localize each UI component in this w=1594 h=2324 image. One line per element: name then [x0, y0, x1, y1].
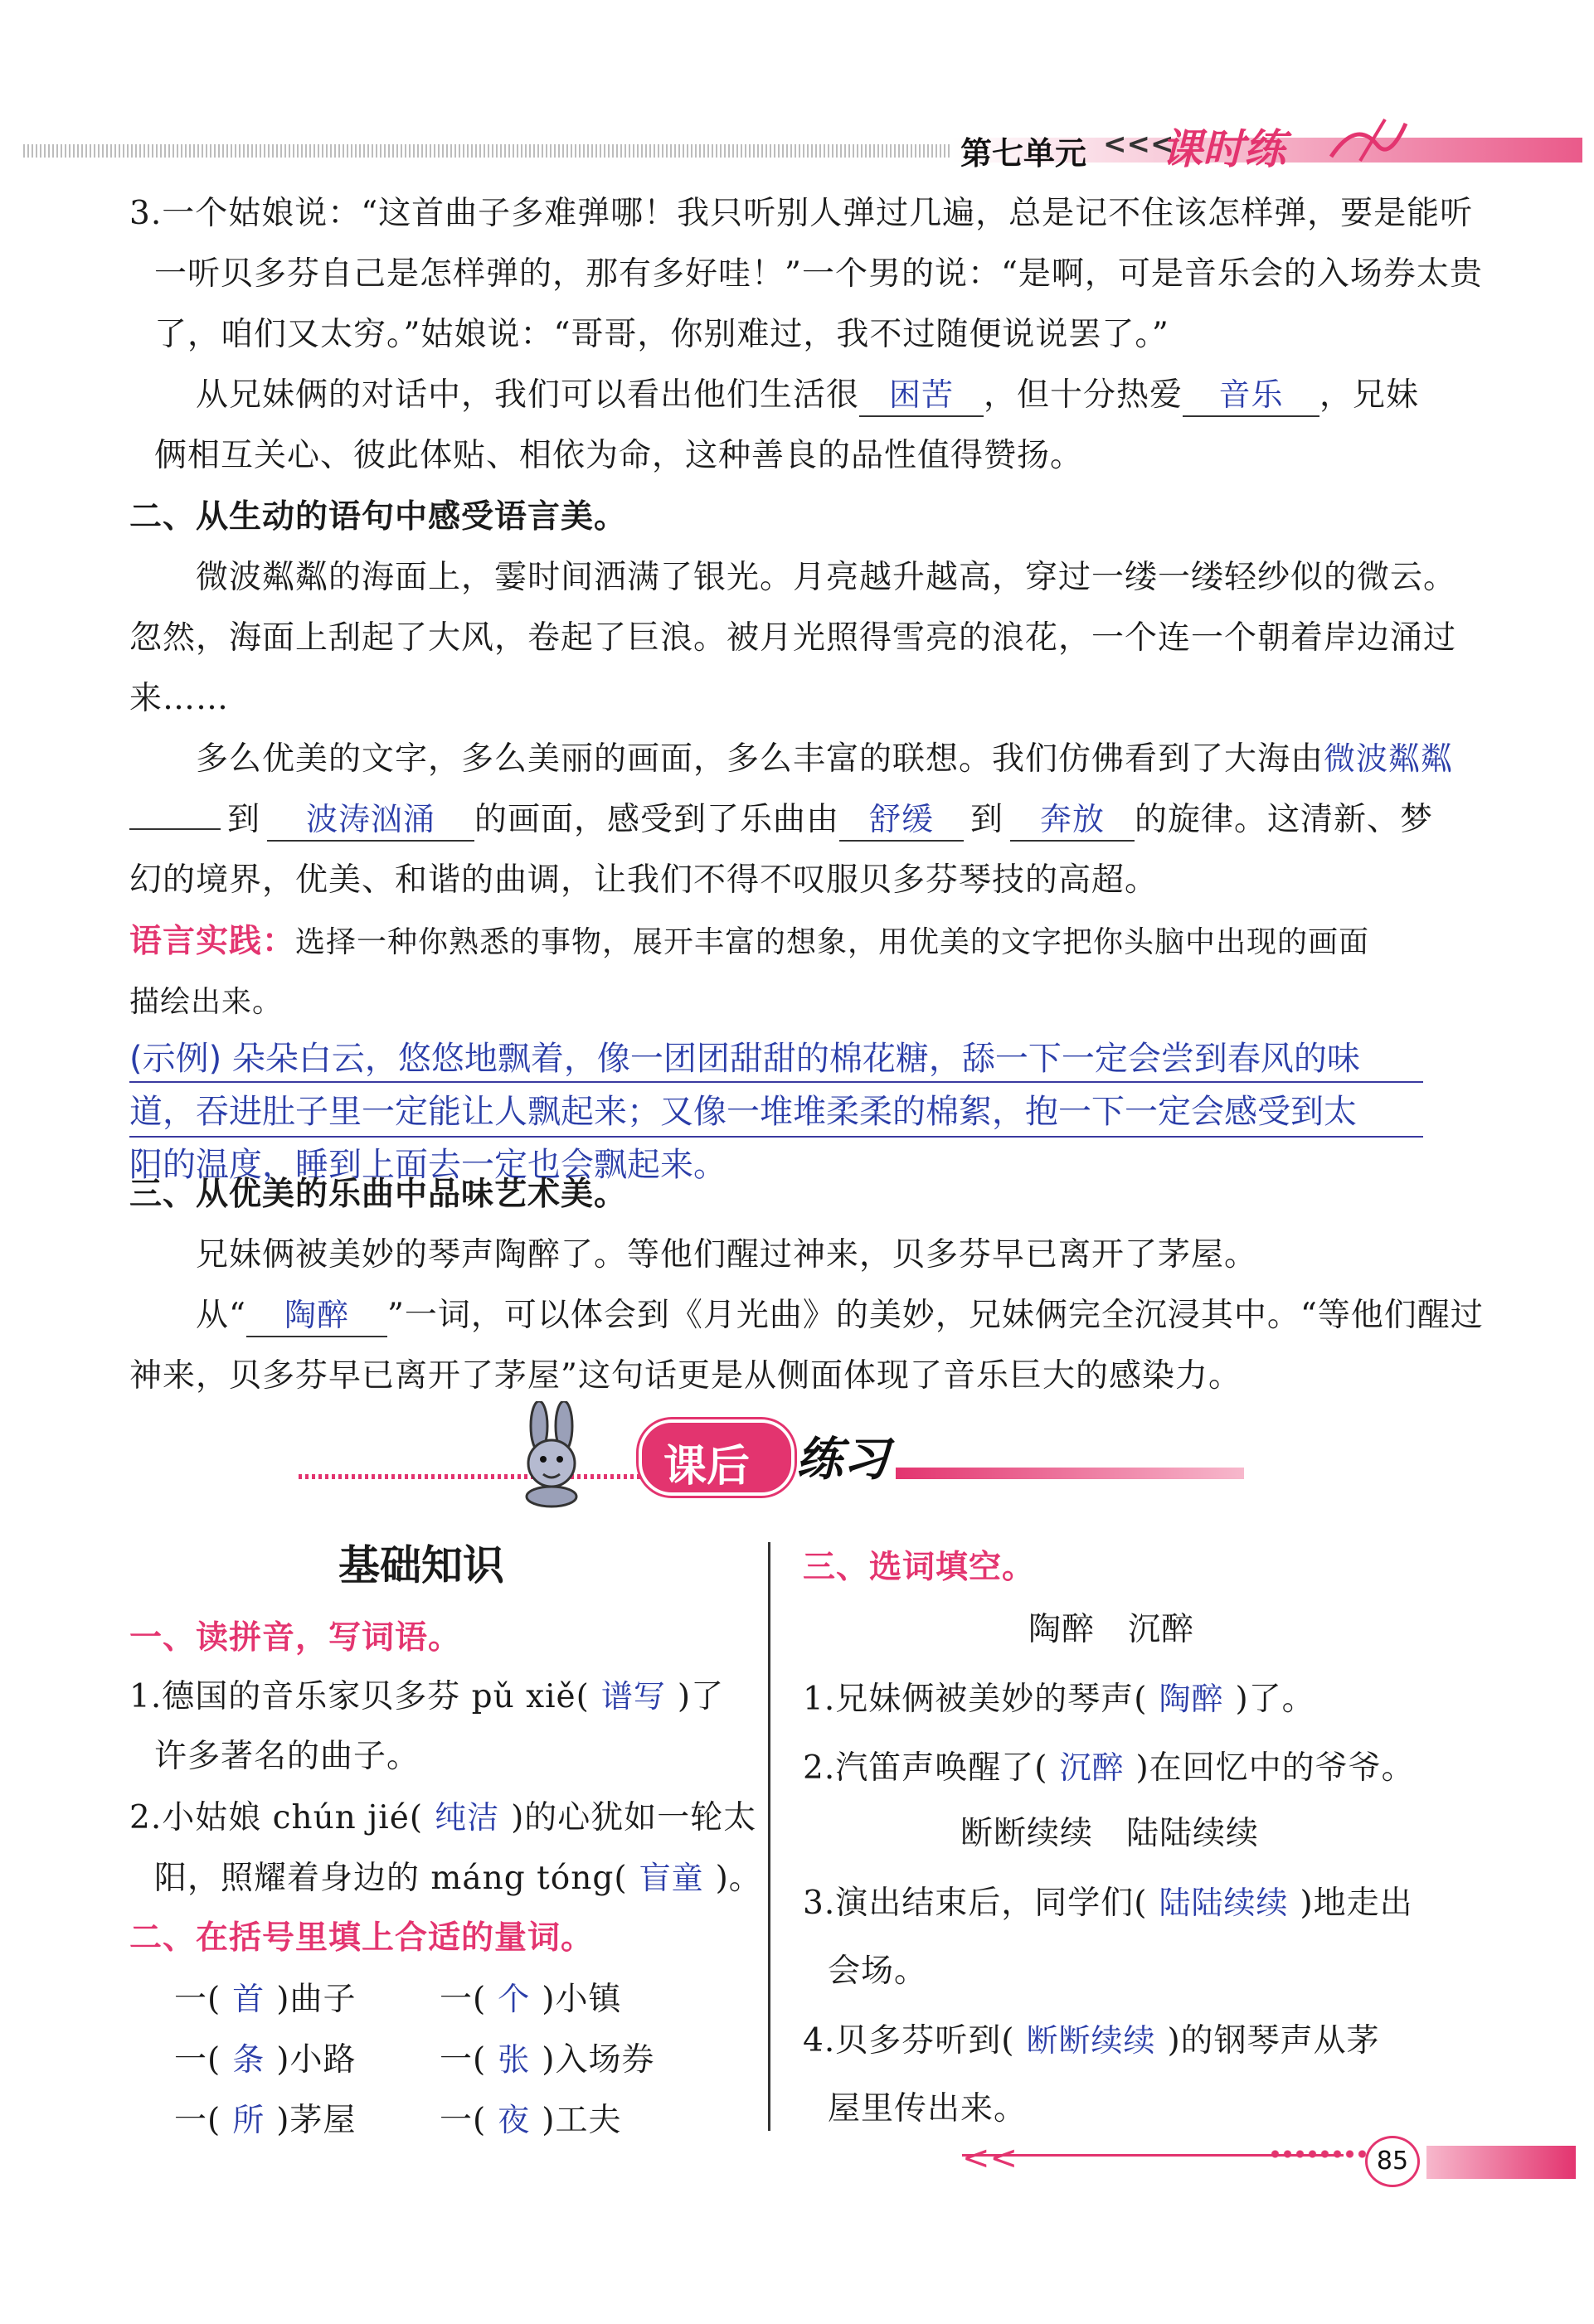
right-q4-a: 4.贝多芬听到(	[803, 2022, 1015, 2060]
practice-answer-3: 阳的温度，睡到上面去一定也会飘起来。	[129, 1146, 727, 1184]
left-s1-title: 一、读拼音，写词语。	[129, 1619, 462, 1657]
sec3-fill-b: ”一词，可以体会到《月光曲》的美妙，兄妹俩完全沉浸其中。“等他们醒过	[386, 1297, 1484, 1334]
right-q1-a: 1.兄妹俩被美妙的琴声(	[803, 1681, 1148, 1718]
measure-pre: 一(	[174, 2102, 221, 2139]
sec2-title: 二、从生动的语句中感受语言美。	[129, 498, 628, 536]
sec3-line-3: 神来，贝多芬早已离开了茅屋”这句话更是从侧面体现了音乐巨大的感染力。	[129, 1357, 1242, 1395]
measure-answer: 所	[232, 2102, 265, 2138]
measure-item	[174, 2030, 356, 2090]
page-number-badge	[1365, 2136, 1420, 2187]
answer-luluxuxu: 陆陆续续	[1159, 1885, 1289, 1921]
left-q1-line-1	[129, 1667, 724, 1727]
left-q1-a: 1.德国的音乐家贝多芬 pǔ xiě(	[129, 1678, 590, 1715]
sec2-passage-1: 微波粼粼的海面上，霎时间洒满了银光。月亮越升越高，穿过一缕一缕轻纱似的微云。	[196, 559, 1457, 596]
answer-taozui: 陶醉	[246, 1294, 387, 1337]
right-s3-title: 三、选词填空。	[803, 1549, 1036, 1586]
page-number: 85	[1376, 2147, 1409, 2176]
footer-band	[1426, 2146, 1576, 2179]
right-q4	[803, 2011, 1380, 2071]
sec3-line-1: 兄妹俩被美妙的琴声陶醉了。等他们醒过神来，贝多芬早已离开了茅屋。	[196, 1236, 1258, 1274]
practice-text-1: 选择一种你熟悉的事物，展开丰富的想象，用优美的文字把你头脑中出现的画面	[295, 925, 1370, 959]
sec2-fill-a: 多么优美的文字，多么美丽的画面，多么丰富的联想。我们仿佛看到了大海由	[196, 740, 1324, 778]
practice-label: 语言实践：	[129, 923, 296, 960]
right-q1-b: )了。	[1235, 1681, 1315, 1718]
answer-duanduanxuxu: 断断续续	[1026, 2022, 1156, 2059]
sec3-fill-line	[196, 1286, 1484, 1346]
q3-line-2: 一听贝多芬自己是怎样弹的，那有多好哇！”一个男的说：“是啊，可是音乐会的入场券太贵	[154, 255, 1483, 293]
practice-answer-2: 道，吞进肚子里一定能让人飘起来；又像一堆堆柔柔的棉絮，抱一下一定会感受到太	[129, 1093, 1357, 1131]
measure-answer: 条	[232, 2041, 265, 2078]
q3-fill-b: ，但十分热爱	[984, 376, 1183, 414]
right-q3-line-2: 会场。	[828, 1953, 928, 1990]
answer-weibolinlin: 微波粼粼	[1324, 740, 1454, 777]
measure-post: )工夫	[542, 2102, 622, 2139]
practice-line-2: 描绘出来。	[129, 985, 284, 1019]
measure-post: )入场券	[542, 2041, 655, 2079]
right-words-1: 陶醉 沉醉	[1028, 1611, 1195, 1648]
right-q2-a: 2.汽笛声唤醒了(	[803, 1749, 1048, 1787]
sec2-to-2: 到	[970, 801, 1004, 838]
left-s2-title: 二、在括号里填上合适的量词。	[129, 1919, 595, 1957]
measure-answer: 首	[232, 1981, 265, 2017]
measure-item	[440, 2090, 621, 2151]
right-q3-a: 3.演出结束后，同学们(	[803, 1885, 1148, 1922]
left-q1-line-2: 许多著名的曲子。	[154, 1738, 420, 1775]
measure-pre: 一(	[440, 1981, 487, 2018]
right-q3-b: )地走出	[1300, 1885, 1413, 1922]
right-q4-line-2: 屋里传出来。	[828, 2090, 1028, 2128]
rabbit-mascot-icon	[498, 1401, 605, 1509]
measure-answer: 夜	[498, 2102, 531, 2138]
measure-item	[174, 2090, 356, 2151]
q3-fill-line-2: 俩相互关心、彼此体贴、相依为命，这种善良的品性值得赞扬。	[154, 437, 1084, 474]
banner-title: 练习	[796, 1433, 889, 1487]
brand-title: 课时练	[1161, 125, 1285, 173]
sec3-fill-a: 从“	[196, 1297, 246, 1334]
right-q4-b: )的钢琴声从茅	[1167, 2022, 1380, 2060]
left-q2-line-1	[129, 1788, 756, 1848]
brand-swirl-icon	[1327, 111, 1410, 169]
left-q2-c: 阳，照耀着身边的 máng tóng(	[154, 1860, 628, 1897]
banner-tag-text: 课后	[663, 1442, 751, 1492]
left-q2-a: 2.小姑娘 chún jié(	[129, 1799, 424, 1836]
measure-post: )小镇	[542, 1981, 622, 2018]
answer-kunku: 困苦	[859, 374, 984, 417]
answer-benfang: 奔放	[1010, 798, 1135, 842]
measure-item	[174, 1969, 356, 2030]
left-q1-b: )了	[677, 1678, 725, 1715]
right-q2	[803, 1738, 1415, 1798]
q3-line-3: 了，咱们又太穷。”姑娘说：“哥哥，你别难过，我不过随便说说罢了。”	[154, 316, 1169, 353]
answer-taozui-2: 陶醉	[1159, 1681, 1224, 1717]
right-q3	[803, 1873, 1413, 1933]
answer-chunjie: 纯洁	[435, 1799, 500, 1836]
right-q1	[803, 1669, 1315, 1730]
measure-item	[440, 1969, 621, 2030]
footer-dots	[1269, 2149, 1368, 2159]
unit-label: 第七单元	[960, 135, 1087, 172]
measure-post: )茅屋	[276, 2102, 357, 2139]
measure-answer: 张	[498, 2041, 531, 2078]
answer-shuhuan: 舒缓	[839, 798, 964, 842]
measure-answer: 个	[498, 1981, 531, 2017]
column-divider	[768, 1542, 770, 2131]
q3-fill-a: 从兄妹俩的对话中，我们可以看出他们生活很	[196, 376, 860, 414]
measure-pre: 一(	[440, 2041, 487, 2079]
sec2-passage-3: 来……	[129, 680, 230, 717]
left-heading: 基础知识	[338, 1540, 504, 1589]
answer-puxie: 谱写	[600, 1678, 666, 1715]
sec2-passage-2: 忽然，海面上刮起了大风，卷起了巨浪。被月光照得雪亮的浪花，一个连一个朝着岸边涌过	[129, 619, 1457, 657]
left-q2-d: )。	[715, 1860, 762, 1897]
answer-mangtong: 盲童	[639, 1860, 704, 1896]
measure-post: )小路	[276, 2041, 357, 2079]
banner-right-line	[896, 1468, 1244, 1479]
measure-pre: 一(	[174, 1981, 221, 2018]
sec2-fill-line-3: 幻的境界，优美、和谐的曲调，让我们不得不叹服贝多芬琴技的高超。	[129, 861, 1159, 899]
q3-fill-line	[196, 366, 1419, 425]
measure-pre: 一(	[174, 2041, 221, 2079]
footer-arrow-head: <<	[962, 2139, 1018, 2177]
left-q2-b: )的心犹如一轮太	[511, 1799, 757, 1836]
left-q2-line-2	[154, 1848, 762, 1909]
practice-line-1	[129, 912, 1369, 973]
blank-underline	[129, 828, 221, 830]
q3-fill-c: ，兄妹	[1319, 376, 1420, 414]
sec3-title: 三、从优美的乐曲中品味艺术美。	[129, 1176, 628, 1213]
sec2-fill-b: 的画面，感受到了乐曲由	[474, 801, 840, 838]
right-words-2: 断断续续 陆陆续续	[960, 1815, 1260, 1852]
measure-post: )曲子	[276, 1981, 357, 2018]
measure-item	[440, 2030, 654, 2090]
sec2-to-1: 到	[227, 801, 261, 838]
sec2-fill-c: 的旋律。这清新、梦	[1135, 801, 1434, 838]
answer-chenzui: 沉醉	[1059, 1749, 1125, 1786]
sec2-fill-line-1	[196, 730, 1454, 789]
answer-botaoxiongyong: 波涛汹涌	[267, 798, 474, 842]
q3-line-1: 3.一个姑娘说：“这首曲子多难弹哪！我只听别人弹过几遍，总是记不住该怎样弹，要是能听	[129, 195, 1474, 232]
measure-pre: 一(	[440, 2102, 487, 2139]
header-arrows: <<<	[1103, 128, 1174, 161]
practice-answer-1: (示例) 朵朵白云，悠悠地飘着，像一团团甜甜的棉花糖，舔一下一定会尝到春风的味	[129, 1040, 1360, 1078]
sec2-fill-line-2	[129, 790, 1433, 850]
right-q2-b: )在回忆中的爷爷。	[1135, 1749, 1415, 1787]
banner-tag	[639, 1419, 795, 1496]
answer-yinyue: 音乐	[1183, 374, 1319, 417]
